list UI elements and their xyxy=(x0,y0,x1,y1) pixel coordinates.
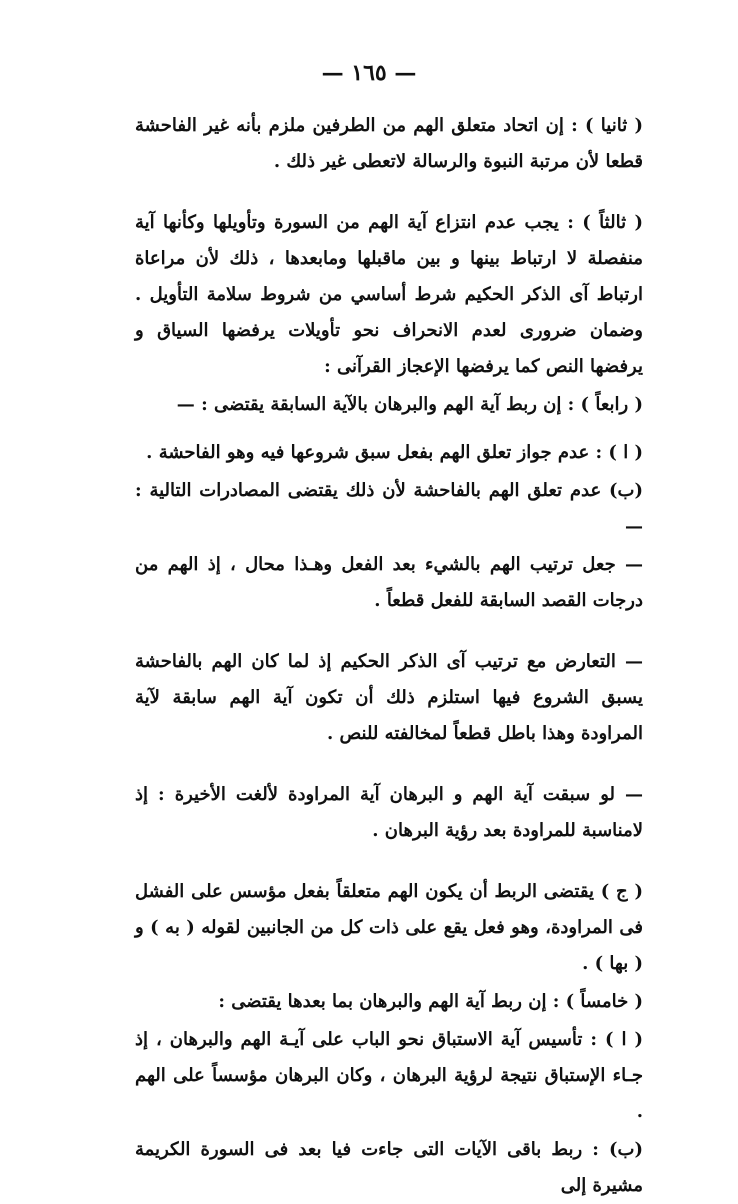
paragraph-fifth-item-a: ( ا ) : تأسيس آية الاستباق نحو الباب على آيـة الهم والبرهان ، إذ جـاء الإستباق نتيجة لرؤية البرهان ، وكان البرهان مؤسساً على الهم . xyxy=(135,1029,643,1122)
paragraph-item-c: ( ج ) يقتضى الربط أن يكون الهم متعلقاً بفعل مؤسس على الفشل فى المراودة، وهو فعل يقع على ذات كل من الجانبين لقوله ( به ) و ( بها ) . xyxy=(135,881,643,974)
paragraph-fifth-item-b: (ب) : ربط باقى الآيات التى جاءت فيا بعد فى السورة الكريمة مشيرة إلى xyxy=(135,1139,643,1196)
page-body xyxy=(135,108,643,1204)
paragraph-fifth-point: ( خامساً ) : إن ربط آية الهم والبرهان بما بعدها يقتضى : xyxy=(218,991,643,1012)
paragraph-second-point: ( ثانيا ) : إن اتحاد متعلق الهم من الطرفين ملزم بأنه غير الفاحشة قطعا لأن مرتبة النبوة والرسالة لاتعطى غير ذلك . xyxy=(135,115,643,172)
paragraph-dash-1: — جعل ترتيب الهم بالشيء بعد الفعل وهـذا محال ، إذ الهم من درجات القصد السابقة للفعل قطعاً . xyxy=(135,554,643,611)
page-number: — ١٦٥ — xyxy=(321,60,417,86)
paragraph-item-a: ( ا ) : عدم جواز تعلق الهم بفعل سبق شروعها فيه وهو الفاحشة . xyxy=(146,442,643,463)
paragraph-dash-2: — التعارض مع ترتيب آى الذكر الحكيم إذ لما كان الهم بالفاحشة يسبق الشروع فيها استلزم ذلك أن تكون آية الهم سابقة لآية المراودة وهذا باطل قطعاً لمخالفته للنص . xyxy=(135,651,643,744)
paragraph-item-b: (ب) عدم تعلق الهم بالفاحشة لأن ذلك يقتضى المصادرات التالية : — xyxy=(135,480,643,537)
paragraph-fourth-point: ( رابعاً ) : إن ربط آية الهم والبرهان بالآية السابقة يقتضى : — xyxy=(176,394,643,415)
paragraph-dash-3: — لو سبقت آية الهم و البرهان آية المراودة لألغت الأخيرة : إذ لامناسبة للمراودة بعد رؤية البرهان . xyxy=(135,784,643,841)
paragraph-third-point: ( ثالثاً ) : يجب عدم انتزاع آية الهم من السورة وتأويلها وكأنها آية منفصلة لا ارتباط بينها و بين ماقبلها ومابعدها ، ذلك لأن مراعاة ارتباط آى الذكر الحكيم شرط أساسي من شروط سلامة التأويل . وضمان ضرورى لعدم الانحراف نحو تأويلات يرفضها السياق و يرفضها النص كما يرفضها الإعجاز القرآنى : xyxy=(135,212,643,377)
